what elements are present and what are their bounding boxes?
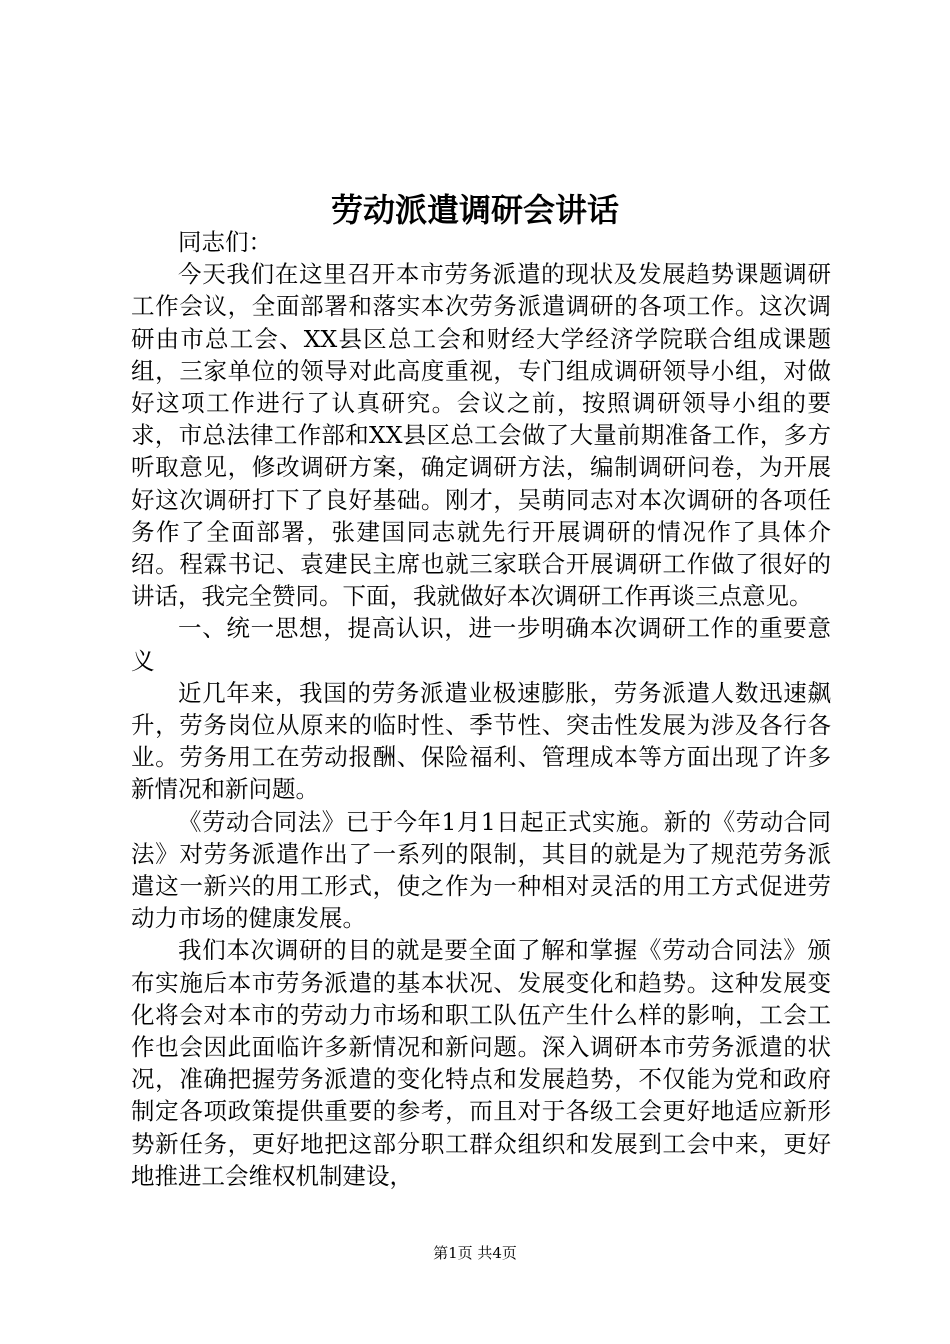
page-footer: 第1页 共4页 xyxy=(433,1244,517,1262)
paragraph-4: 我们本次调研的目的就是要全面了解和掌握《劳动合同法》颁布实施后本市劳务派遣的基本状况、发展变化和趋势。这种发展变化将会对本市的劳动力市场和职工队伍产生什么样的影响，工会工作也会因此面临许多新情况和新问题。深入调研本市劳务派遣的状况，准确把握劳务派遣的变化特点和发展趋势，不仅能为党和政府制定各项政策提供重要的参考，而且对于各级工会更好地适应新形势新任务，更好地把这部分职工群众组织和发展到工会中来，更好地推进工会维权机制建设， xyxy=(131,936,831,1190)
salutation: 同志们： xyxy=(178,228,272,256)
section-heading-1: 一、统一思想，提高认识，进一步明确本次调研工作的重要意义 xyxy=(131,614,831,675)
paragraph-2: 近几年来，我国的劳务派遣业极速膨胀，劳务派遣人数迅速飙升，劳务岗位从原来的临时性、季节性、突击性发展为涉及各行各业。劳务用工在劳动报酬、保险福利、管理成本等方面出现了许多新情况和新问题。 xyxy=(131,678,831,804)
document-body xyxy=(131,226,831,1192)
paragraph-3: 《劳动合同法》已于今年1月1日起正式实施。新的《劳动合同法》对劳务派遣作出了一系列的限制，其目的就是为了规范劳务派遣这一新兴的用工形式，使之作为一种相对灵活的用工方式促进劳动力市场的健康发展。 xyxy=(131,807,831,933)
document-title: 劳动派遣调研会讲话 xyxy=(330,191,619,229)
paragraph-1: 今天我们在这里召开本市劳务派遣的现状及发展趋势课题调研工作会议，全面部署和落实本次劳务派遣调研的各项工作。这次调研由市总工会、XX县区总工会和财经大学经济学院联合组成课题组，三家单位的领导对此高度重视，专门组成调研领导小组，对做好这项工作进行了认真研究。会议之前，按照调研领导小组的要求，市总法律工作部和XX县区总工会做了大量前期准备工作，多方听取意见，修改调研方案，确定调研方法，编制调研问卷，为开展好这次调研打下了良好基础。刚才，吴萌同志对本次调研的各项任务作了全面部署，张建国同志就先行开展调研的情况作了具体介绍。程霖书记、袁建民主席也就三家联合开展调研工作做了很好的讲话，我完全赞同。下面，我就做好本次调研工作再谈三点意见。 xyxy=(131,260,831,611)
